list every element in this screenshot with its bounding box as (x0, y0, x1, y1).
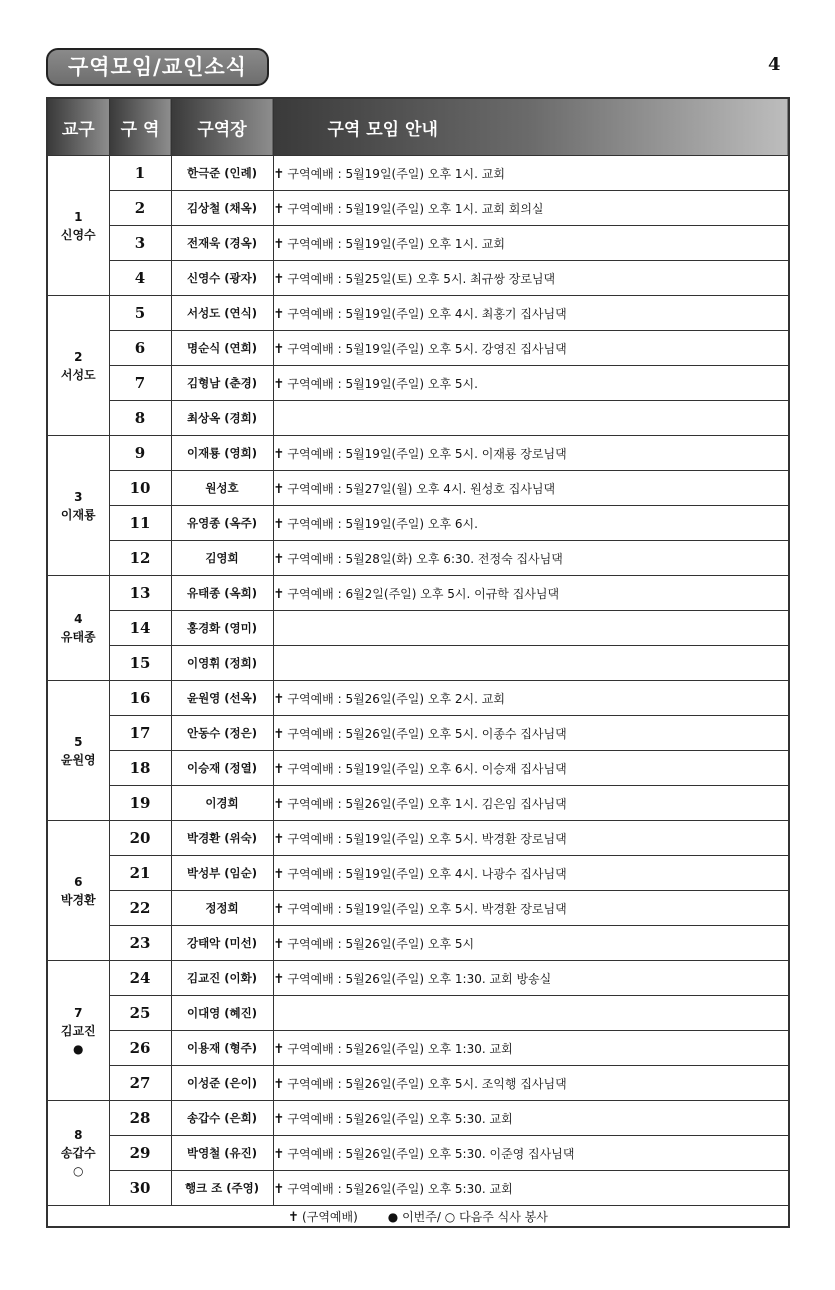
meeting-info (273, 1031, 789, 1066)
table-row (47, 751, 789, 786)
meeting-info (273, 1171, 789, 1206)
meeting-info-text: 구역예배 : 5월19일(주일) 오후 4시. 나광수 집사님댁 (287, 866, 567, 881)
table-row (47, 856, 789, 891)
district-number: 30 (109, 1171, 171, 1206)
district-leader: 이대영 (혜진) (171, 996, 273, 1031)
meeting-info-text: 구역예배 : 5월19일(주일) 오후 5시. 강영진 집사님댁 (287, 341, 567, 356)
district-number: 6 (109, 331, 171, 366)
filled-circle-icon: ● (387, 1209, 399, 1224)
table-row (47, 996, 789, 1031)
table-row (47, 1171, 789, 1206)
legend-circle-text: 다음주 식사 봉사 (459, 1209, 548, 1224)
gyogu-leader-name: 유태종 (60, 630, 96, 644)
cross-icon: ✝ (273, 341, 285, 357)
legend-dot-text: 이번주/ (402, 1209, 441, 1224)
cross-icon: ✝ (273, 236, 285, 252)
gyogu-cell (47, 1101, 109, 1206)
meeting-info-text: 구역예배 : 5월26일(주일) 오후 5:30. 교회 (287, 1111, 513, 1126)
district-leader: 윤원영 (선옥) (171, 681, 273, 716)
district-leader: 이성준 (은이) (171, 1066, 273, 1101)
table-row (47, 821, 789, 856)
table-row (47, 506, 789, 541)
cross-icon: ✝ (273, 831, 285, 847)
cross-icon: ✝ (273, 1111, 285, 1127)
meeting-info-text: 구역예배 : 5월28일(화) 오후 6:30. 전정숙 집사님댁 (287, 551, 563, 566)
district-leader: 박성부 (임순) (171, 856, 273, 891)
header-guyeok: 구 역 (109, 98, 171, 156)
gyogu-leader-name: 서성도 (60, 367, 96, 382)
gyogu-cell (47, 576, 109, 681)
district-leader: 서성도 (연식) (171, 296, 273, 331)
table-row (47, 1031, 789, 1066)
table-row (47, 191, 789, 226)
district-number: 18 (109, 751, 171, 786)
cross-icon: ✝ (273, 376, 285, 392)
meeting-info-text: 구역예배 : 5월27일(월) 오후 4시. 원성호 집사님댁 (287, 481, 556, 496)
meeting-info (273, 961, 789, 996)
meeting-info-text: 구역예배 : 5월19일(주일) 오후 1시. 교회 (287, 236, 505, 251)
district-number: 15 (109, 646, 171, 681)
gyogu-leader-name: 송갑수 (60, 1146, 96, 1160)
gyogu-leader-name: 김교진 (60, 1023, 96, 1038)
meeting-info-text: 구역예배 : 5월19일(주일) 오후 5시. 박경환 장로님댁 (287, 831, 567, 846)
table-row (47, 156, 789, 191)
district-number: 26 (109, 1031, 171, 1066)
table-row (47, 296, 789, 331)
district-leader: 이재룡 (영희) (171, 436, 273, 471)
district-leader: 강태악 (미선) (171, 926, 273, 961)
district-leader: 명순식 (연희) (171, 331, 273, 366)
cross-icon: ✝ (273, 271, 285, 287)
district-number: 8 (109, 401, 171, 436)
meeting-info (273, 681, 789, 716)
meeting-info-text: 구역예배 : 5월26일(주일) 오후 5시 (287, 936, 475, 951)
legend-row (47, 1206, 789, 1228)
gyogu-leader-name: 박경환 (60, 892, 96, 907)
gyogu-cell (47, 961, 109, 1101)
filled-circle-icon: ● (73, 1041, 84, 1056)
district-number: 16 (109, 681, 171, 716)
cross-icon: ✝ (273, 726, 285, 742)
gyogu-cell (47, 296, 109, 436)
meeting-info (273, 401, 789, 436)
meeting-info (273, 366, 789, 401)
gyogu-number: 4 (74, 612, 83, 626)
table-row (47, 786, 789, 821)
district-leader: 원성호 (171, 471, 273, 506)
district-number: 23 (109, 926, 171, 961)
district-number: 12 (109, 541, 171, 576)
meeting-info (273, 716, 789, 751)
district-leader: 한극준 (인례) (171, 156, 273, 191)
meeting-info-text: 구역예배 : 5월19일(주일) 오후 5시. (287, 376, 478, 391)
legend (47, 1206, 789, 1228)
table-row (47, 1066, 789, 1101)
gyogu-leader-name: 이재룡 (60, 507, 96, 522)
district-leader: 신영수 (광자) (171, 261, 273, 296)
district-leader: 김상철 (채옥) (171, 191, 273, 226)
district-number: 17 (109, 716, 171, 751)
meeting-info-text: 구역예배 : 5월26일(주일) 오후 5:30. 교회 (287, 1181, 513, 1196)
cross-icon: ✝ (273, 1076, 285, 1092)
table-row (47, 646, 789, 681)
gyogu-leader-name: 신영수 (60, 227, 96, 242)
cross-icon: ✝ (273, 201, 285, 217)
district-number: 14 (109, 611, 171, 646)
table-row (47, 611, 789, 646)
district-leader: 박경환 (위숙) (171, 821, 273, 856)
table-row (47, 471, 789, 506)
gyogu-number: 3 (74, 489, 83, 504)
district-meeting-table (46, 97, 790, 1228)
cross-icon: ✝ (273, 1181, 285, 1197)
district-leader: 이영휘 (정희) (171, 646, 273, 681)
district-number: 7 (109, 366, 171, 401)
district-number: 19 (109, 786, 171, 821)
meeting-info (273, 506, 789, 541)
meeting-info (273, 436, 789, 471)
district-leader: 김교진 (이화) (171, 961, 273, 996)
district-number: 13 (109, 576, 171, 611)
table-row (47, 891, 789, 926)
gyogu-cell (47, 681, 109, 821)
district-leader: 유영종 (옥주) (171, 506, 273, 541)
meeting-info-text: 구역예배 : 5월19일(주일) 오후 1시. 교회 회의실 (287, 201, 544, 216)
meeting-info (273, 226, 789, 261)
table-row (47, 926, 789, 961)
cross-icon: ✝ (273, 1146, 285, 1162)
table-row (47, 226, 789, 261)
meeting-info-text: 구역예배 : 5월19일(주일) 오후 6시. (287, 516, 478, 531)
table-row (47, 401, 789, 436)
meeting-info-text: 구역예배 : 5월26일(주일) 오후 5시. 조익행 집사님댁 (287, 1076, 567, 1091)
district-number: 5 (109, 296, 171, 331)
meeting-info (273, 331, 789, 366)
meeting-info-text: 구역예배 : 5월26일(주일) 오후 1:30. 교회 (287, 1041, 513, 1056)
district-number: 10 (109, 471, 171, 506)
table-row (47, 366, 789, 401)
cross-icon: ✝ (273, 481, 285, 497)
header-gyogu: 교구 (47, 98, 109, 156)
cross-icon: ✝ (288, 1209, 300, 1225)
gyogu-cell (47, 156, 109, 296)
district-number: 11 (109, 506, 171, 541)
meeting-info-text: 구역예배 : 5월19일(주일) 오후 6시. 이승재 집사님댁 (287, 761, 567, 776)
district-number: 20 (109, 821, 171, 856)
page-number: 4 (768, 54, 781, 75)
district-number: 28 (109, 1101, 171, 1136)
cross-icon: ✝ (273, 796, 285, 812)
cross-icon: ✝ (273, 1041, 285, 1057)
gyogu-cell (47, 821, 109, 961)
district-number: 21 (109, 856, 171, 891)
cross-icon: ✝ (273, 936, 285, 952)
cross-icon: ✝ (273, 586, 285, 602)
header-leader: 구역장 (171, 98, 273, 156)
table-row (47, 961, 789, 996)
district-number: 22 (109, 891, 171, 926)
meeting-info (273, 261, 789, 296)
district-leader: 전재욱 (경옥) (171, 226, 273, 261)
district-number: 9 (109, 436, 171, 471)
meeting-info-text: 구역예배 : 5월19일(주일) 오후 4시. 최홍기 집사님댁 (287, 306, 567, 321)
meeting-info-text: 구역예배 : 5월19일(주일) 오후 5시. 박경환 장로님댁 (287, 901, 567, 916)
cross-icon: ✝ (273, 166, 285, 182)
cross-icon: ✝ (273, 691, 285, 707)
meeting-info-text: 구역예배 : 5월26일(주일) 오후 5:30. 이준영 집사님댁 (287, 1146, 575, 1161)
empty-circle-icon: ○ (73, 1164, 84, 1178)
cross-icon: ✝ (273, 971, 285, 987)
district-number: 24 (109, 961, 171, 996)
district-leader: 행크 조 (주영) (171, 1171, 273, 1206)
gyogu-number: 5 (74, 734, 83, 749)
meeting-info (273, 646, 789, 681)
gyogu-leader-name: 윤원영 (60, 752, 96, 767)
table-row (47, 1136, 789, 1171)
district-leader: 박영철 (유진) (171, 1136, 273, 1171)
gyogu-number: 6 (74, 874, 83, 889)
cross-icon: ✝ (273, 761, 285, 777)
empty-circle-icon: ○ (444, 1209, 456, 1224)
district-number: 27 (109, 1066, 171, 1101)
meeting-info (273, 1101, 789, 1136)
table-row (47, 1101, 789, 1136)
table-row (47, 331, 789, 366)
cross-icon: ✝ (273, 446, 285, 462)
meeting-info (273, 191, 789, 226)
meeting-info (273, 541, 789, 576)
meeting-info (273, 576, 789, 611)
district-number: 25 (109, 996, 171, 1031)
meeting-info (273, 856, 789, 891)
district-leader: 이경희 (171, 786, 273, 821)
gyogu-number: 2 (74, 349, 83, 364)
meeting-info-text: 구역예배 : 5월26일(주일) 오후 2시. 교회 (287, 691, 505, 706)
district-number: 4 (109, 261, 171, 296)
district-leader: 안동수 (정은) (171, 716, 273, 751)
district-number: 29 (109, 1136, 171, 1171)
table-header-row (47, 98, 789, 156)
meeting-info (273, 296, 789, 331)
district-number: 1 (109, 156, 171, 191)
meeting-info (273, 751, 789, 786)
district-leader: 김형남 (춘경) (171, 366, 273, 401)
gyogu-number: 7 (74, 1005, 83, 1020)
table-row (47, 576, 789, 611)
gyogu-cell (47, 436, 109, 576)
meeting-info (273, 926, 789, 961)
meeting-info (273, 1066, 789, 1101)
table-row (47, 716, 789, 751)
meeting-info-text: 구역예배 : 6월2일(주일) 오후 5시. 이규학 집사님댁 (287, 586, 560, 601)
meeting-info (273, 611, 789, 646)
cross-icon: ✝ (273, 306, 285, 322)
meeting-info (273, 1136, 789, 1171)
meeting-info-text: 구역예배 : 5월26일(주일) 오후 5시. 이종수 집사님댁 (287, 726, 567, 741)
gyogu-number: 8 (74, 1128, 83, 1142)
district-leader: 정정희 (171, 891, 273, 926)
meeting-info-text: 구역예배 : 5월26일(주일) 오후 1:30. 교회 방송실 (287, 971, 552, 986)
meeting-info (273, 156, 789, 191)
table-body (47, 156, 789, 1206)
meeting-info (273, 821, 789, 856)
cross-icon: ✝ (273, 516, 285, 532)
district-leader: 김영희 (171, 541, 273, 576)
meeting-info-text: 구역예배 : 5월25일(토) 오후 5시. 최규쌍 장로님댁 (287, 271, 556, 286)
meeting-info-text: 구역예배 : 5월19일(주일) 오후 5시. 이재룡 장로님댁 (287, 446, 567, 461)
table-row (47, 261, 789, 296)
meeting-info-text: 구역예배 : 5월19일(주일) 오후 1시. 교회 (287, 166, 505, 181)
meeting-info (273, 996, 789, 1031)
district-leader: 유태종 (옥희) (171, 576, 273, 611)
cross-icon: ✝ (273, 551, 285, 567)
district-leader: 송갑수 (은희) (171, 1101, 273, 1136)
meeting-info (273, 891, 789, 926)
district-number: 3 (109, 226, 171, 261)
gyogu-number: 1 (74, 209, 83, 224)
meeting-info-text: 구역예배 : 5월26일(주일) 오후 1시. 김은임 집사님댁 (287, 796, 567, 811)
legend-cross-text: (구역예배) (302, 1209, 358, 1224)
meeting-info (273, 786, 789, 821)
meeting-info (273, 471, 789, 506)
district-number: 2 (109, 191, 171, 226)
cross-icon: ✝ (273, 901, 285, 917)
table-row (47, 681, 789, 716)
district-leader: 이승재 (정열) (171, 751, 273, 786)
cross-icon: ✝ (273, 866, 285, 882)
table-row (47, 436, 789, 471)
district-leader: 이용재 (형주) (171, 1031, 273, 1066)
district-leader: 최상옥 (경희) (171, 401, 273, 436)
table-row (47, 541, 789, 576)
page-title: 구역모임/교인소식 (46, 48, 269, 86)
district-leader: 홍경화 (영미) (171, 611, 273, 646)
header-meeting-info: 구역 모임 안내 (273, 98, 789, 156)
